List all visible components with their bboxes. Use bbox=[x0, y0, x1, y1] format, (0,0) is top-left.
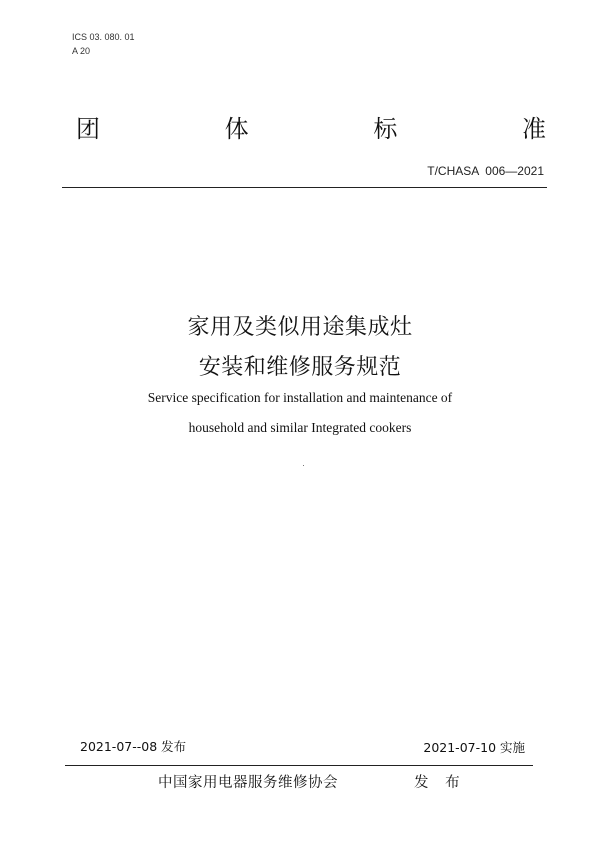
standard-type-heading bbox=[76, 114, 546, 144]
issue-date: 2021-07--08 发布 bbox=[80, 739, 187, 754]
ccs-code: A 20 bbox=[72, 46, 91, 56]
title-chinese-line-1: 家用及类似用途集成灶 bbox=[187, 315, 413, 340]
publisher-name: 中国家用电器服务维修协会 bbox=[158, 775, 338, 791]
standard-type-char: 准 bbox=[521, 115, 546, 143]
title-chinese-line-2: 安装和维修服务规范 bbox=[198, 355, 402, 380]
implementation-date: 2021-07-10 实施 bbox=[423, 740, 525, 755]
title-english-line-2: household and similar Integrated cookers bbox=[188, 420, 412, 435]
ics-code: ICS 03. 080. 01 bbox=[72, 32, 135, 42]
standard-type-char: 团 bbox=[76, 115, 100, 143]
standard-type-char: 体 bbox=[224, 115, 249, 143]
scan-dot bbox=[303, 465, 304, 466]
standard-number: T/CHASA 006—2021 bbox=[427, 164, 544, 178]
title-english-line-1: Service specification for installation and maintenance of bbox=[147, 390, 453, 405]
publish-label: 发 布 bbox=[414, 775, 466, 791]
standard-type-char: 标 bbox=[373, 115, 398, 143]
top-divider bbox=[62, 187, 547, 188]
bottom-divider bbox=[65, 765, 533, 766]
